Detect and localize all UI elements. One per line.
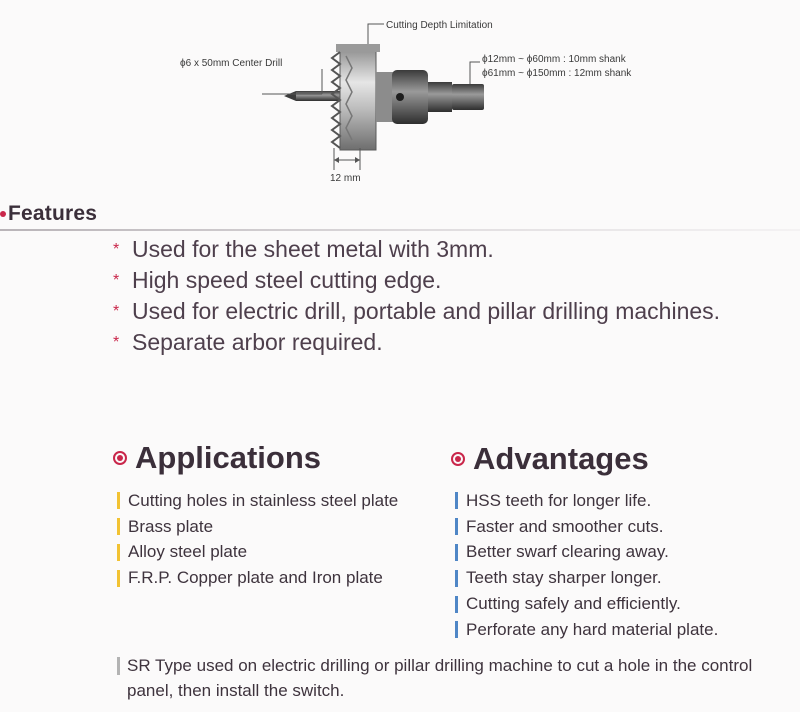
list-item: Cutting safely and efficiently.	[455, 591, 718, 617]
gray-bar-icon	[117, 657, 120, 675]
list-item: * Used for the sheet metal with 3mm.	[113, 236, 494, 262]
blue-bar-icon	[455, 570, 458, 587]
center-drill-label: ϕ6 x 50mm Center Drill	[180, 58, 283, 69]
list-item: Brass plate	[117, 514, 398, 540]
applications-list	[117, 488, 398, 591]
advantages-list	[455, 488, 718, 643]
blue-bar-icon	[455, 621, 458, 638]
blue-bar-icon	[455, 544, 458, 561]
yellow-bar-icon	[117, 544, 120, 561]
circle-bullet-icon	[451, 452, 465, 466]
list-item: * Separate arbor required.	[113, 329, 383, 355]
list-item: * Used for electric drill, portable and pillar drilling machines.	[113, 298, 721, 324]
yellow-bar-icon	[117, 570, 120, 587]
features-list	[113, 234, 720, 358]
asterisk-icon: *	[113, 302, 120, 320]
asterisk-icon: *	[113, 240, 120, 258]
circle-bullet-icon	[113, 451, 127, 465]
blue-bar-icon	[455, 518, 458, 535]
blue-bar-icon	[455, 492, 458, 509]
asterisk-icon: *	[113, 271, 120, 289]
asterisk-icon: *	[113, 333, 120, 351]
list-item: Better swarf clearing away.	[455, 540, 718, 566]
hole-saw-diagram	[0, 0, 800, 200]
applications-title: Applications	[135, 440, 322, 475]
list-item: Faster and smoother cuts.	[455, 514, 718, 540]
center-drill-icon	[284, 91, 340, 101]
list-item: Teeth stay sharper longer.	[455, 565, 718, 591]
applications-header	[113, 440, 321, 476]
depth-dimension-label: 12 mm	[330, 173, 361, 184]
arbor-shank-icon	[376, 70, 484, 124]
list-item: Perforate any hard material plate.	[455, 617, 718, 643]
list-item: * High speed steel cutting edge.	[113, 267, 442, 293]
yellow-bar-icon	[117, 492, 120, 509]
list-item: HSS teeth for longer life.	[455, 488, 718, 514]
list-item: Alloy steel plate	[117, 540, 398, 566]
features-divider	[0, 229, 800, 231]
yellow-bar-icon	[117, 518, 120, 535]
shank-spec-line-2: ϕ61mm ~ ϕ150mm : 12mm shank	[482, 68, 632, 79]
advantages-header	[451, 441, 649, 477]
sr-type-note	[117, 653, 777, 703]
list-item: F.R.P. Copper plate and Iron plate	[117, 565, 398, 591]
features-header	[0, 201, 97, 227]
shank-spec-line-1: ϕ12mm ~ ϕ60mm : 10mm shank	[482, 54, 626, 65]
list-item: Cutting holes in stainless steel plate	[117, 488, 398, 514]
features-title: Features	[8, 202, 98, 225]
blue-bar-icon	[455, 596, 458, 613]
advantages-title: Advantages	[473, 441, 649, 476]
cutting-depth-label: Cutting Depth Limitation	[386, 20, 493, 31]
note-text: SR Type used on electric drilling or pillar drilling machine to cut a hole in the control panel, then install the switch.	[127, 656, 753, 700]
features-bullet-icon	[0, 211, 6, 217]
